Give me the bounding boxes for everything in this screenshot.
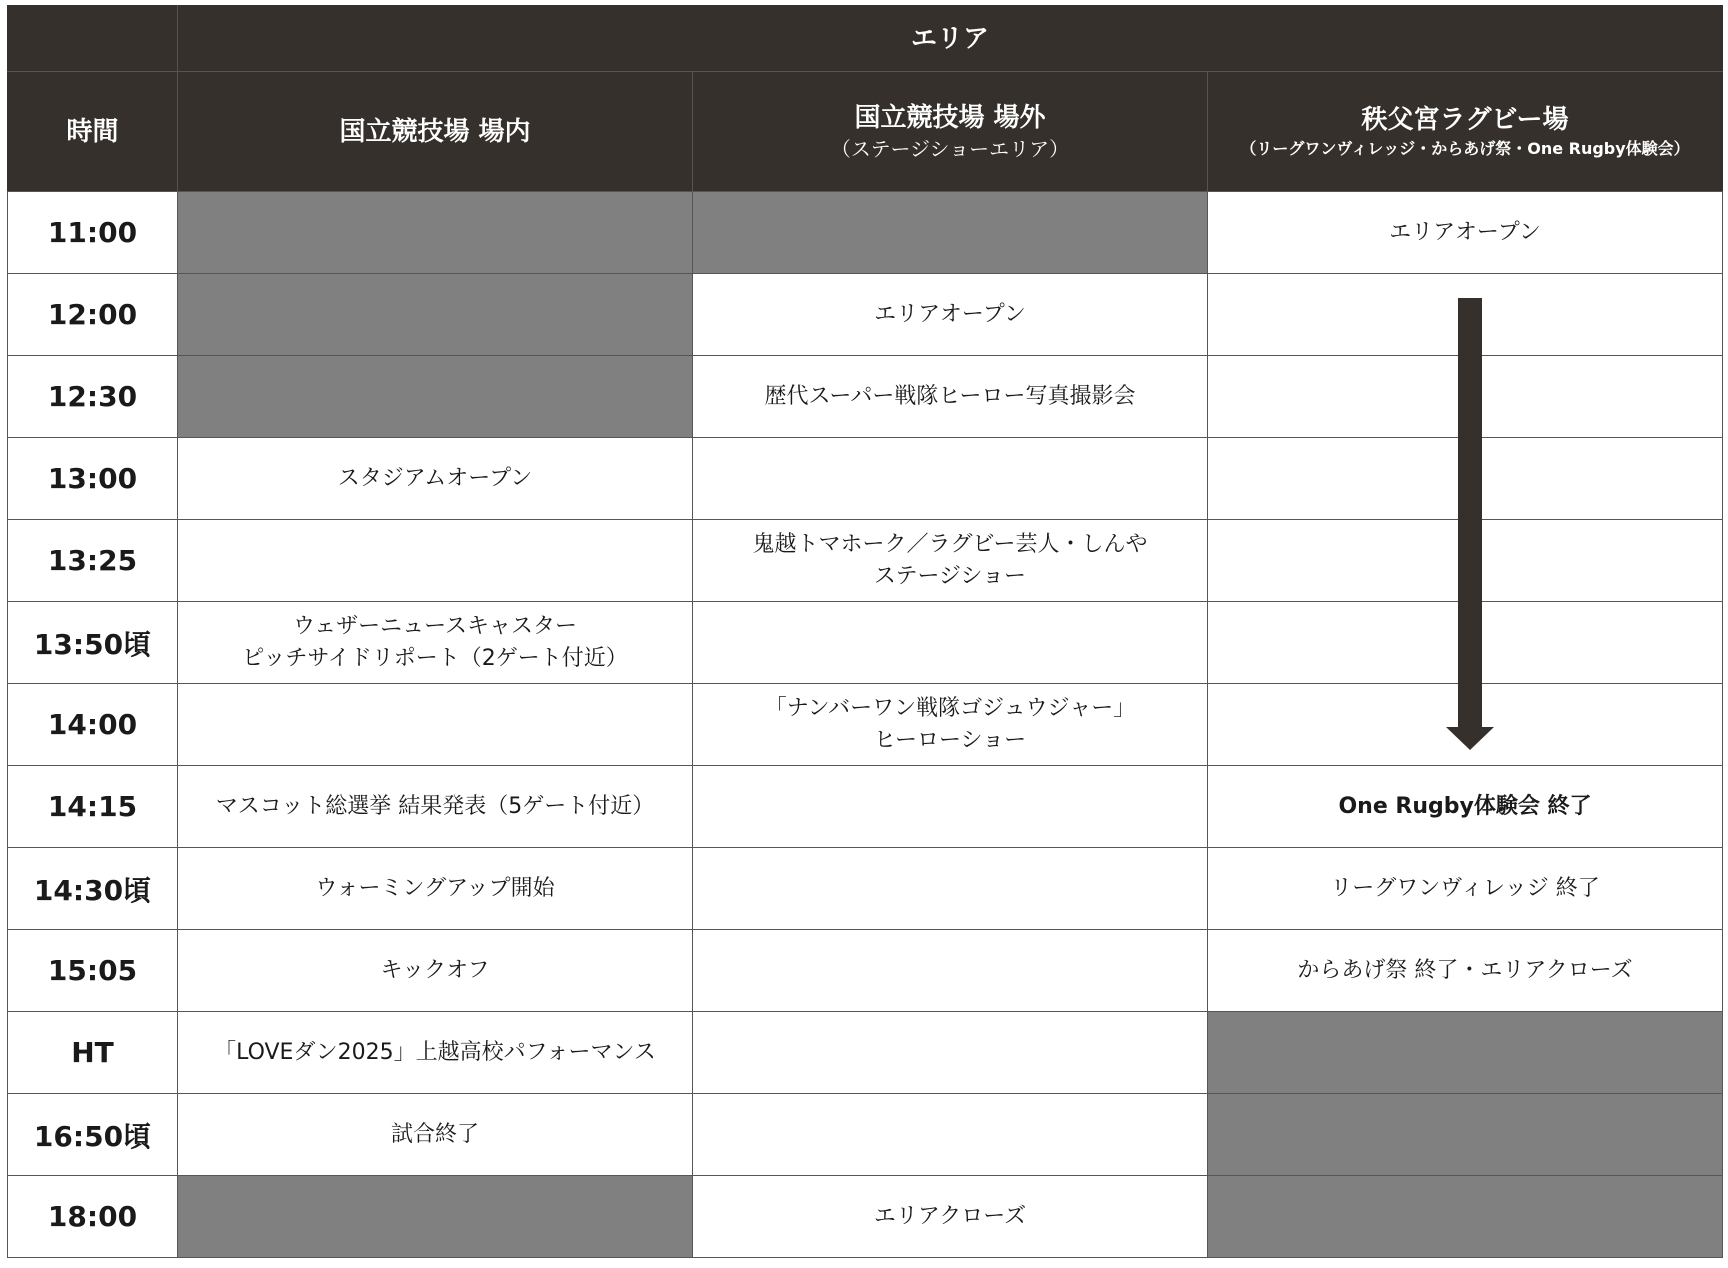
event-cell [693,438,1208,520]
time-cell: 11:00 [8,192,178,274]
time-cell: 12:00 [8,274,178,356]
table-row [8,930,1723,1012]
header-corner [8,6,178,72]
event-cell: マスコット総選挙 結果発表（5ゲート付近） [178,766,693,848]
time-header-label: 時間 [66,116,119,147]
unavailable-cell [178,1176,693,1258]
event-cell: エリアクローズ [693,1176,1208,1258]
event-cell [178,520,693,602]
arrow-shaft [1458,298,1482,728]
event-cell [693,684,1208,766]
event-cell: からあげ祭 終了・エリアクローズ [1208,930,1723,1012]
time-cell: 13:25 [8,520,178,602]
event-cell: スタジアムオープン [178,438,693,520]
unavailable-cell [178,274,693,356]
event-cell: One Rugby体験会 終了 [1208,766,1723,848]
event-cell [693,930,1208,1012]
column-header-chichibunomiya [1208,72,1723,192]
time-cell: 18:00 [8,1176,178,1258]
unavailable-cell [693,192,1208,274]
event-line: ピッチサイドリポート（2ゲート付近） [242,645,628,671]
event-cell: エリアオープン [693,274,1208,356]
time-cell: HT [8,1012,178,1094]
area-header [178,6,1723,72]
event-cell: 歴代スーパー戦隊ヒーロー写真撮影会 [693,356,1208,438]
unavailable-cell [178,192,693,274]
unavailable-cell [1208,1012,1723,1094]
event-line: 「ナンバーワン戦隊ゴジュウジャー」 [764,695,1136,721]
event-line: 鬼越トマホーク／ラグビー芸人・しんや [752,531,1148,557]
table-row [8,1012,1723,1094]
area-header-label: エリア [911,23,990,54]
event-line: ウェザーニュースキャスター [292,613,578,639]
down-arrow-icon [1446,298,1494,750]
event-cell: ウォーミングアップ開始 [178,848,693,930]
time-cell: 14:00 [8,684,178,766]
unavailable-cell [1208,1176,1723,1258]
event-cell [178,684,693,766]
column-title: 国立競技場 場外 [854,102,1046,133]
event-line: ステージショー [873,563,1027,589]
header-row-columns [8,72,1723,192]
table-row [8,1176,1723,1258]
table-row [8,848,1723,930]
time-cell: 15:05 [8,930,178,1012]
event-cell: 試合終了 [178,1094,693,1176]
time-cell: 16:50頃 [8,1094,178,1176]
column-subtitle: （リーグワンヴィレッジ・からあげ祭・One Rugby体験会） [1240,138,1690,158]
table-row [8,192,1723,274]
event-cell [693,520,1208,602]
column-subtitle: （ステージショーエリア） [830,136,1070,161]
event-cell [693,1012,1208,1094]
continuation-arrow [1446,298,1494,750]
column-header-stadium-inside [178,72,693,192]
event-cell [693,848,1208,930]
table-row [8,1094,1723,1176]
event-cell [693,1094,1208,1176]
time-cell: 13:00 [8,438,178,520]
column-title: 国立競技場 場内 [339,116,531,147]
unavailable-cell [1208,1094,1723,1176]
event-cell: 「LOVEダン2025」上越高校パフォーマンス [178,1012,693,1094]
event-cell [693,766,1208,848]
time-cell: 14:15 [8,766,178,848]
event-cell: キックオフ [178,930,693,1012]
table-row [8,766,1723,848]
event-line: ヒーローショー [873,727,1027,753]
event-cell: エリアオープン [1208,192,1723,274]
column-header-stadium-outside [693,72,1208,192]
event-cell [178,602,693,684]
time-cell: 12:30 [8,356,178,438]
unavailable-cell [178,356,693,438]
event-cell [693,602,1208,684]
time-header [8,72,178,192]
column-title: 秩父宮ラグビー場 [1361,104,1569,135]
event-cell: リーグワンヴィレッジ 終了 [1208,848,1723,930]
time-cell: 14:30頃 [8,848,178,930]
time-cell: 13:50頃 [8,602,178,684]
header-row-area [8,6,1723,72]
arrow-head [1446,727,1494,750]
